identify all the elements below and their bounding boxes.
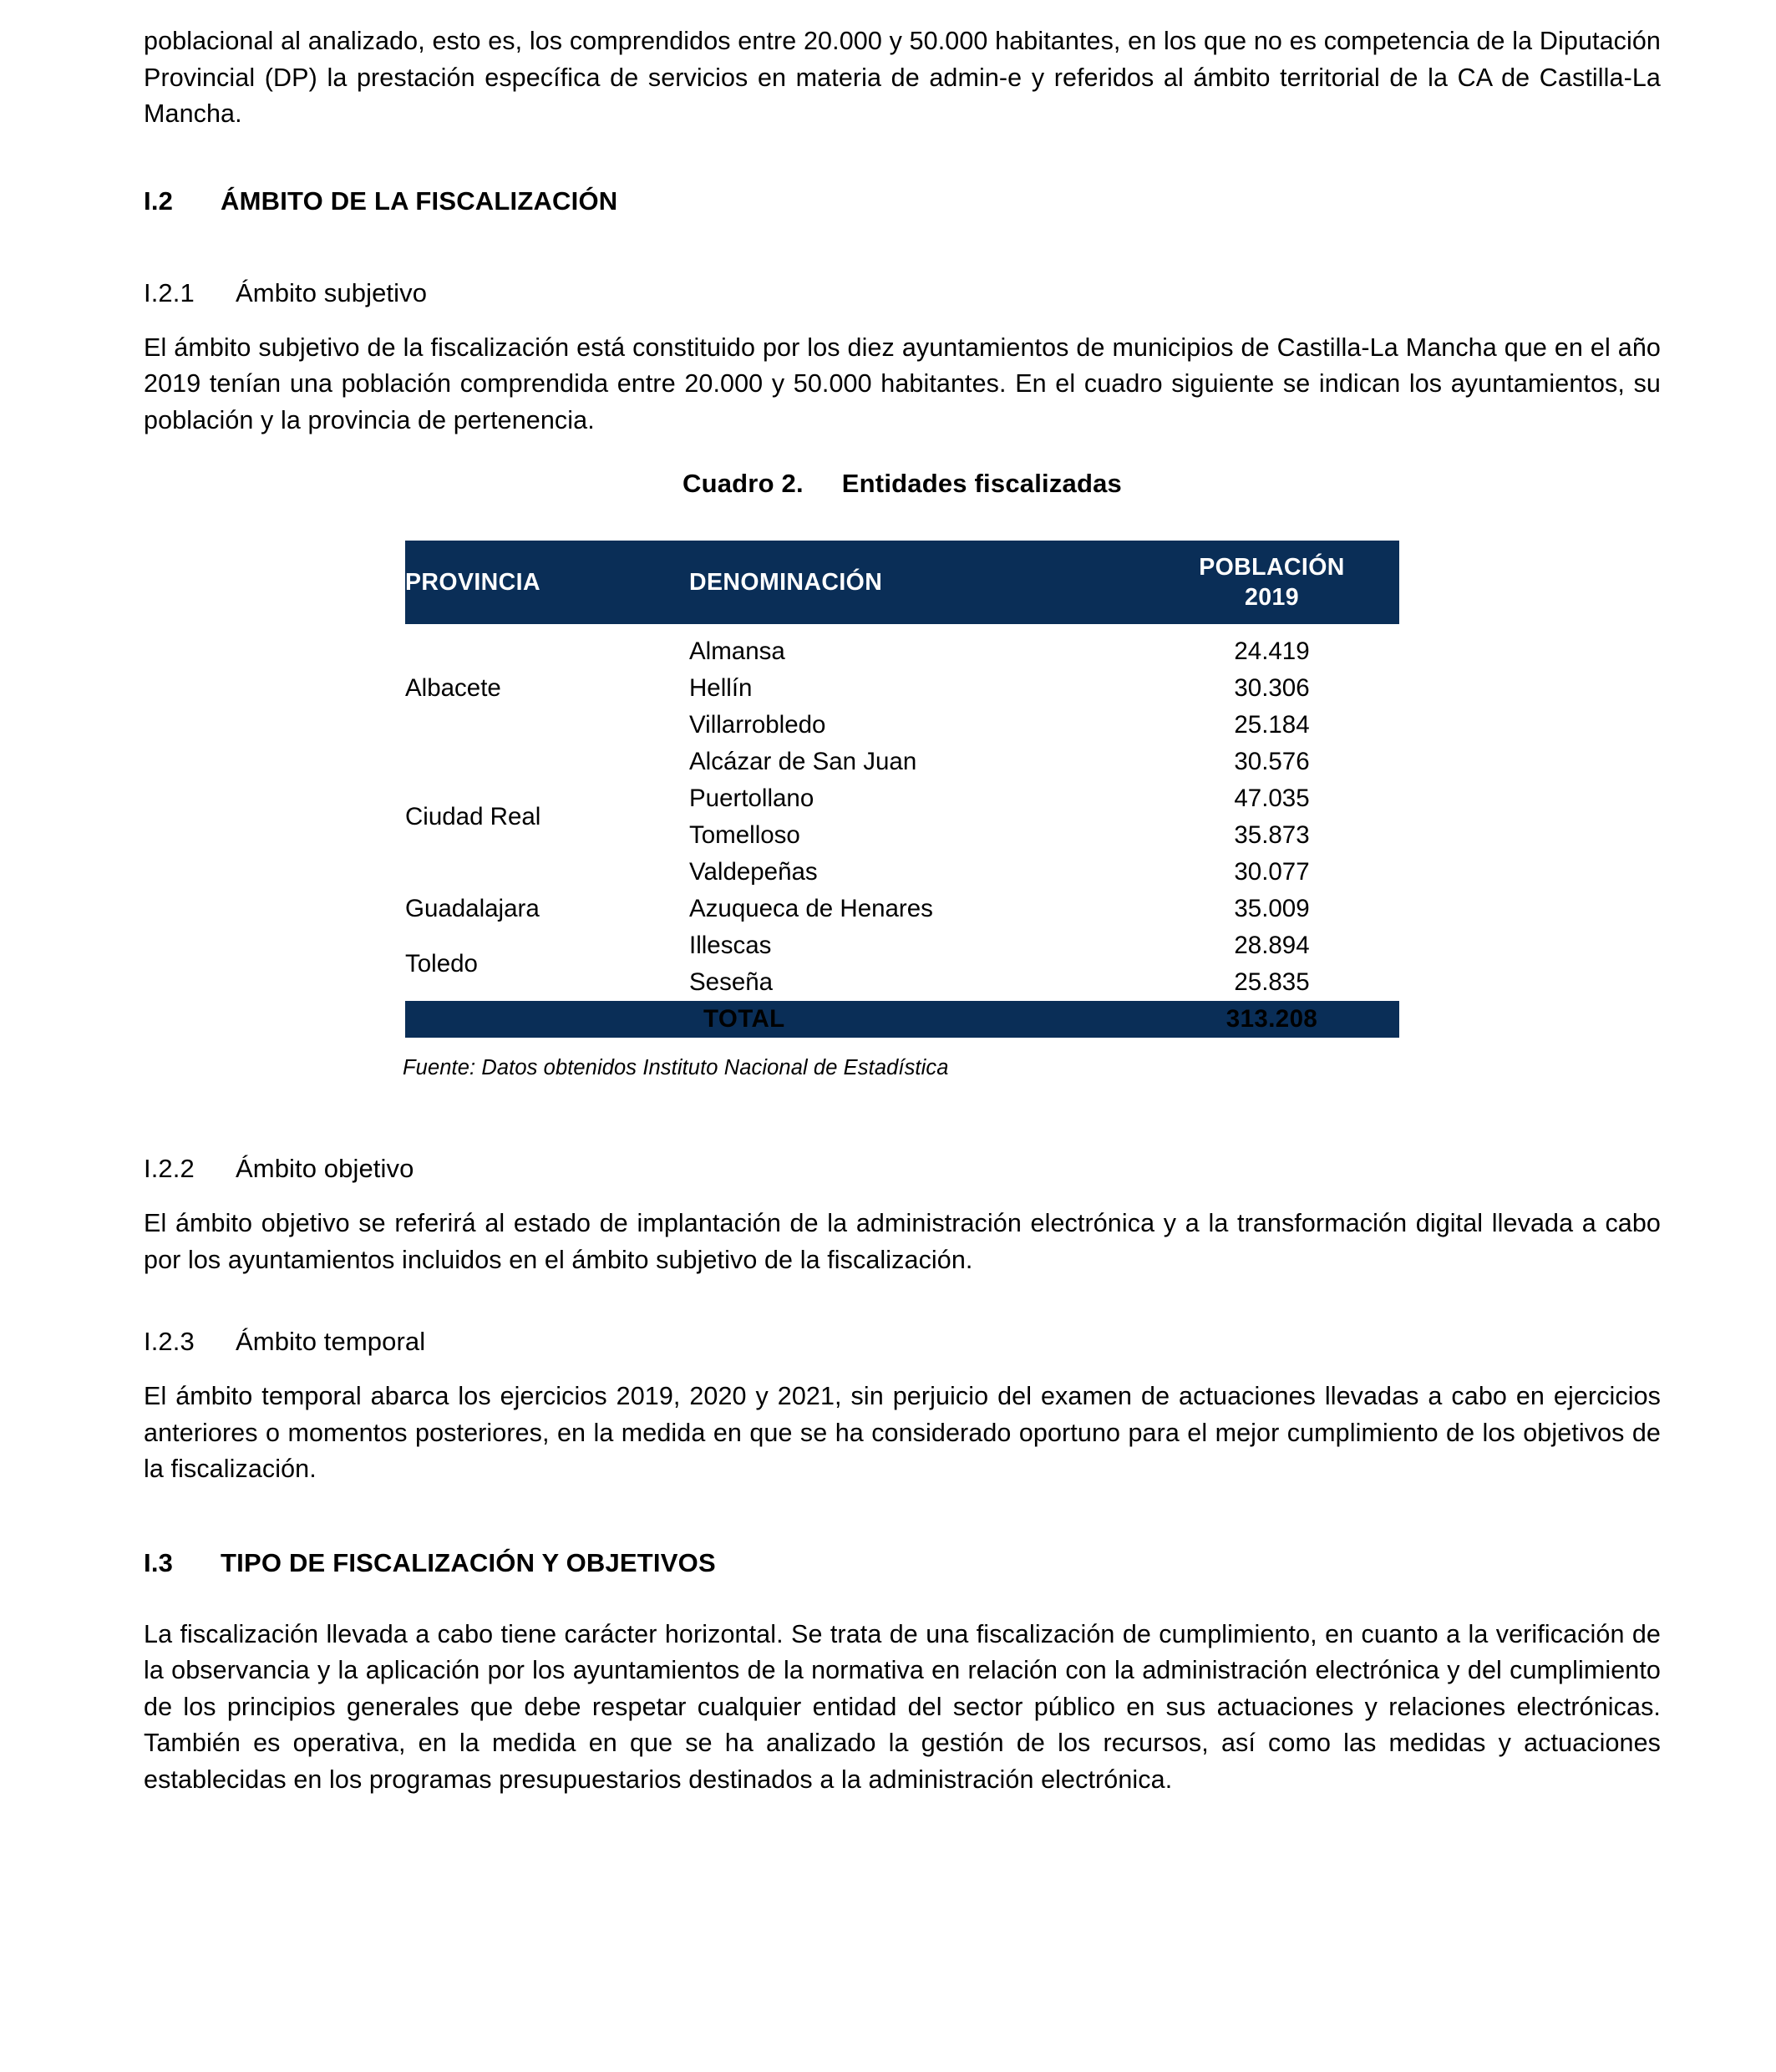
cell-denominacion: Villarrobledo — [689, 711, 826, 739]
cell-denominacion: Alcázar de San Juan — [689, 748, 917, 775]
cell-poblacion: 30.077 — [1234, 858, 1310, 886]
table-row — [405, 891, 1399, 927]
heading-I21-number: I.2.1 — [144, 277, 195, 307]
table-row — [405, 624, 1399, 670]
cell-provincia: Guadalajara — [405, 895, 540, 922]
spacer — [144, 499, 1661, 541]
column-header-poblacion-line1: POBLACIÓN — [1199, 554, 1345, 581]
table-source-note: Fuente: Datos obtenidos Instituto Nacional de Estadística — [403, 1056, 949, 1079]
spacer — [144, 1278, 1661, 1325]
cell-denominacion: Illescas — [689, 932, 772, 959]
column-header-poblacion-line2: 2019 — [1244, 584, 1299, 611]
column-header-provincia: PROVINCIA — [405, 541, 689, 624]
cell-poblacion: 28.894 — [1234, 932, 1310, 959]
cell-denominacion: Azuqueca de Henares — [689, 895, 933, 922]
section-I3-paragraph: La fiscalización llevada a cabo tiene carácter horizontal. Se trata de una fiscalización de cumplimiento, en cuanto a la verificación de la observancia y la aplicación por los ayuntamientos de la normativa en relación con la administración electrónica y del cumplimiento de los principios generales que debe respetar cualquier entidad del sector público en sus actuaciones y relaciones electrónicas. También es operativa, en la medida en que se ha analizado la gestión de los recursos, así como las medidas y actuaciones establecidas en los programas presupuestarios destinados a la administración electrónica. — [144, 1619, 1661, 1794]
spacer — [144, 439, 1661, 469]
total-spacer — [405, 1001, 689, 1038]
heading-I2-title: ÁMBITO DE LA FISCALIZACIÓN — [221, 185, 618, 216]
table-body — [405, 624, 1399, 1038]
table-header — [405, 541, 1399, 624]
total-value: 313.208 — [1144, 1001, 1399, 1038]
spacer — [144, 218, 1661, 277]
heading-I23 — [144, 1325, 1661, 1358]
cell-poblacion: 30.576 — [1234, 748, 1310, 775]
entidades-table — [405, 541, 1399, 1038]
column-header-poblacion — [1144, 541, 1399, 624]
cell-provincia: Albacete — [405, 674, 501, 702]
cell-provincia: Ciudad Real — [405, 803, 541, 830]
heading-I3-number: I.3 — [144, 1547, 174, 1577]
column-header-denominacion: DENOMINACIÓN — [689, 541, 1144, 624]
spacer — [144, 1358, 1661, 1379]
cell-denominacion: Seseña — [689, 968, 774, 996]
total-label: TOTAL — [689, 1001, 1144, 1038]
spacer — [144, 1488, 1661, 1546]
spacer — [144, 1186, 1661, 1206]
table-caption — [144, 469, 1661, 499]
heading-I22-number: I.2.2 — [144, 1154, 195, 1183]
cell-poblacion: 35.009 — [1234, 895, 1310, 922]
cell-poblacion: 35.873 — [1234, 821, 1310, 849]
section-I21-paragraph: El ámbito subjetivo de la fiscalización está constituido por los diez ayuntamientos de municipios de Castilla-La Mancha que en el año 2019 tenían una población comprendida entre 20.000 y 50.000 habitantes. En el cuadro siguiente se indican los ayuntamientos, su población y la provincia de pertenencia. — [144, 333, 1661, 434]
table-caption-label: Cuadro 2. — [682, 469, 804, 498]
spacer — [144, 133, 1661, 185]
table-caption-title: Entidades fiscalizadas — [841, 469, 1122, 498]
cell-denominacion: Tomelloso — [689, 821, 800, 849]
cell-denominacion: Puertollano — [689, 785, 814, 812]
heading-I22-title: Ámbito objetivo — [236, 1154, 414, 1183]
cell-poblacion: 25.835 — [1234, 968, 1310, 996]
table-row — [405, 744, 1399, 780]
heading-I22 — [144, 1152, 1661, 1186]
entidades-fiscalizadas-block — [144, 469, 1661, 1080]
heading-I21-title: Ámbito subjetivo — [236, 277, 428, 307]
cell-denominacion: Hellín — [689, 674, 753, 702]
cell-poblacion: 25.184 — [1234, 711, 1310, 739]
section-I22-paragraph: El ámbito objetivo se referirá al estado de implantación de la administración electrónica y a la transformación digital llevada a cabo por los ayuntamientos incluidos en el ámbito subjetivo de la fiscalización. — [144, 1209, 1661, 1274]
heading-I23-number: I.2.3 — [144, 1327, 195, 1356]
table-row — [405, 927, 1399, 964]
heading-I2-number: I.2 — [144, 185, 174, 216]
heading-I2 — [144, 185, 1661, 218]
cell-poblacion: 30.306 — [1234, 674, 1310, 702]
section-I23-paragraph: El ámbito temporal abarca los ejercicios 2019, 2020 y 2021, sin perjuicio del examen de actuaciones llevadas a cabo en ejercicios anteriores o momentos posteriores, en la medida en que se ha considerado oportuno para el mejor cumplimiento de los objetivos de la fiscalización. — [144, 1382, 1661, 1483]
heading-I3 — [144, 1546, 1661, 1580]
table-total-row — [405, 1001, 1399, 1038]
cell-poblacion: 47.035 — [1234, 785, 1310, 812]
heading-I3-title: TIPO DE FISCALIZACIÓN Y OBJETIVOS — [221, 1547, 716, 1577]
heading-I21 — [144, 277, 1661, 310]
cell-poblacion: 24.419 — [1234, 637, 1310, 665]
cell-denominacion: Almansa — [689, 637, 785, 665]
heading-I23-title: Ámbito temporal — [236, 1327, 426, 1356]
spacer — [144, 1080, 1661, 1152]
intro-paragraph: poblacional al analizado, esto es, los comprendidos entre 20.000 y 50.000 habitantes, en los que no es competencia de la Diputación Provincial (DP) la prestación específica de servicios en materia de admin-e y referidos al ámbito territorial de la CA de Castilla-La Mancha. — [144, 27, 1661, 128]
cell-denominacion: Valdepeñas — [689, 858, 818, 886]
cell-provincia: Toledo — [405, 950, 478, 978]
spacer — [144, 1580, 1661, 1617]
table-header-row — [405, 541, 1399, 624]
spacer — [144, 310, 1661, 330]
